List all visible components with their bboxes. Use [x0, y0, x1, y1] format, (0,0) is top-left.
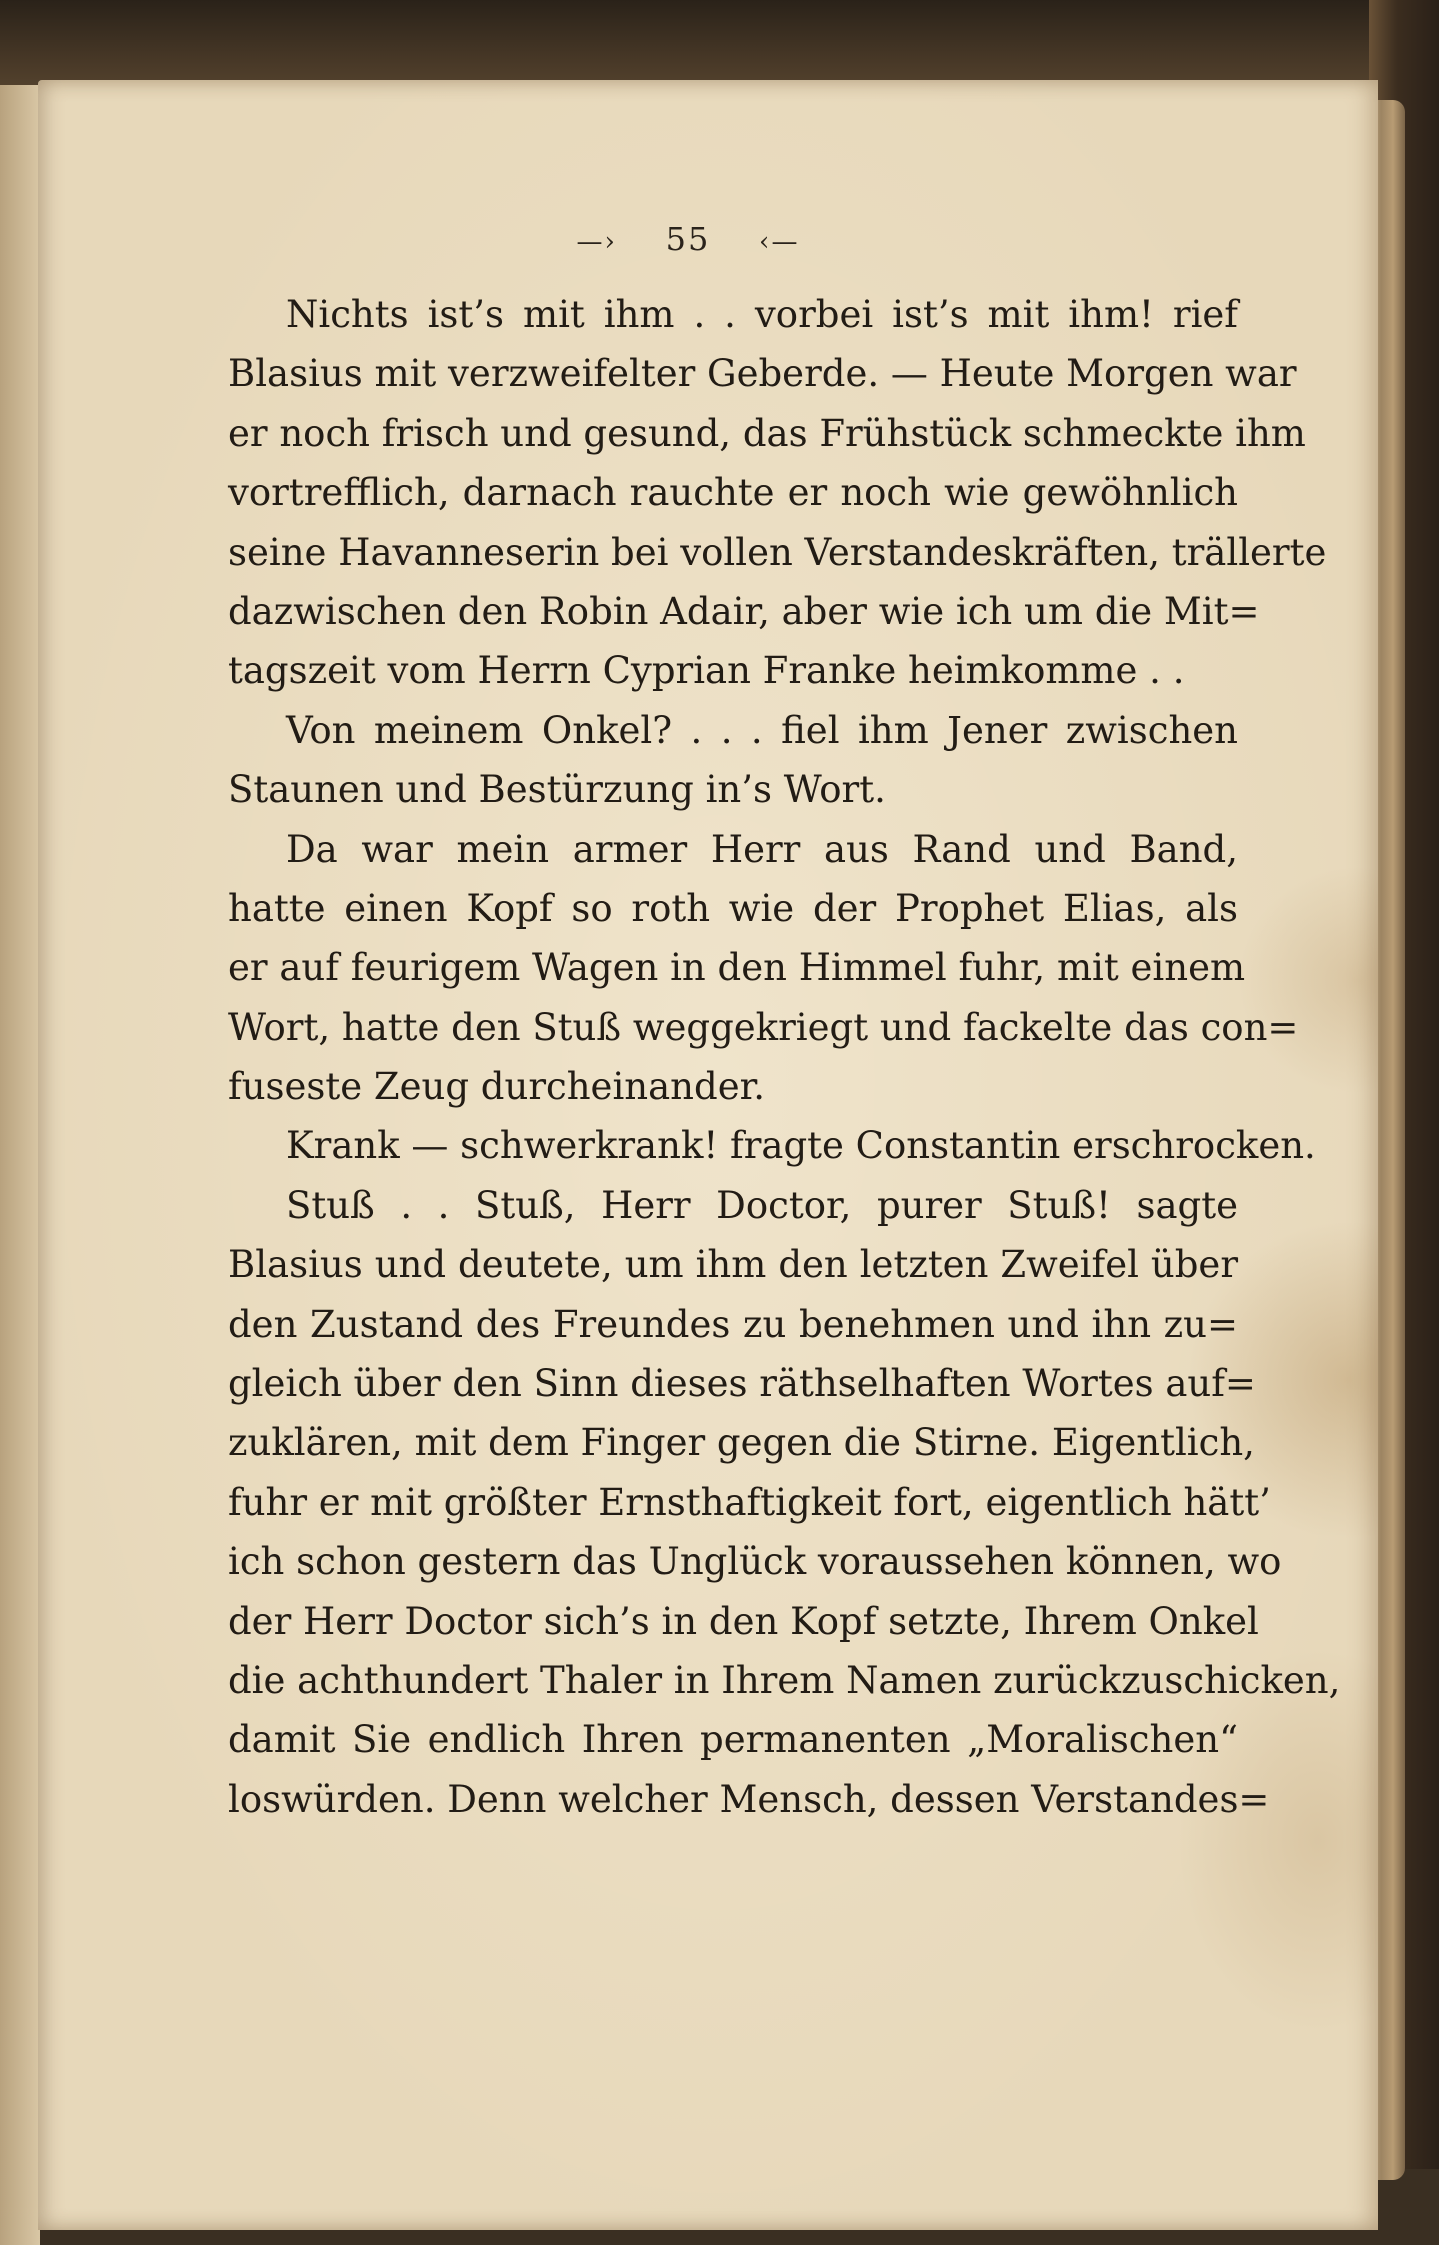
text-line: er noch frisch und gesund, das Frühstück schmeckte ihm — [228, 411, 1306, 455]
text-line: damit Sie endlich Ihren permanenten „Moralischen“ — [228, 1718, 1238, 1762]
text-line: den Zustand des Freundes zu benehmen und ihn zu= — [228, 1302, 1238, 1346]
ornament-right: ‹— — [759, 227, 800, 257]
text-line: tagszeit vom Herrn Cyprian Franke heimkomme . . — [228, 649, 1185, 693]
text-line: fuseste Zeug durcheinander. — [228, 1065, 765, 1109]
text-line: er auf feurigem Wagen in den Himmel fuhr, mit einem — [228, 946, 1246, 990]
text-line: fuhr er mit größter Ernsthaftigkeit fort, eigentlich hätt’ — [228, 1480, 1271, 1524]
text-line: die achthundert Thaler in Ihrem Namen zurückzuschicken, — [228, 1658, 1341, 1702]
text-line: Staunen und Bestürzung in’s Wort. — [228, 768, 886, 812]
text-line: Stuß . . Stuß, Herr Doctor, purer Stuß! sagte — [286, 1183, 1238, 1227]
text-line: dazwischen den Robin Adair, aber wie ich um die Mit= — [228, 589, 1260, 633]
text-line: hatte einen Kopf so roth wie der Prophet Elias, als — [228, 886, 1238, 930]
page-header — [38, 220, 1338, 258]
text-line: ich schon gestern das Unglück voraussehen können, wo — [228, 1540, 1282, 1584]
ornament-left: —› — [576, 227, 617, 257]
text-line: Da war mein armer Herr aus Rand und Band, — [286, 827, 1238, 871]
text-line: Blasius und deutete, um ihm den letzten Zweifel über — [228, 1243, 1238, 1287]
book-page — [38, 80, 1378, 2230]
text-line: Blasius mit verzweifelter Geberde. — Heute Morgen war — [228, 352, 1297, 396]
text-line: Wort, hatte den Stuß weggekriegt und fackelte das con= — [228, 1005, 1299, 1049]
text-line: seine Havanneserin bei vollen Verstandeskräften, trällerte — [228, 530, 1327, 574]
body-text — [228, 285, 1341, 1829]
text-line: vortrefflich, darnach rauchte er noch wie gewöhnlich — [228, 471, 1238, 515]
text-line: Nichts ist’s mit ihm . . vorbei ist’s mit ihm! rief — [286, 293, 1238, 336]
text-line: loswürden. Denn welcher Mensch, dessen Verstandes= — [228, 1777, 1270, 1821]
text-line: Krank — schwerkrank! fragte Constantin erschrocken. — [286, 1124, 1316, 1168]
text-line: zuklären, mit dem Finger gegen die Stirne. Eigentlich, — [228, 1421, 1255, 1465]
text-line: der Herr Doctor sich’s in den Kopf setzte, Ihrem Onkel — [228, 1599, 1259, 1643]
text-line: Von meinem Onkel? . . . fiel ihm Jener zwischen — [286, 708, 1238, 752]
text-line: gleich über den Sinn dieses räthselhaften Wortes auf= — [228, 1362, 1256, 1406]
page-number: 55 — [665, 220, 711, 258]
left-page-edge — [0, 85, 40, 2245]
